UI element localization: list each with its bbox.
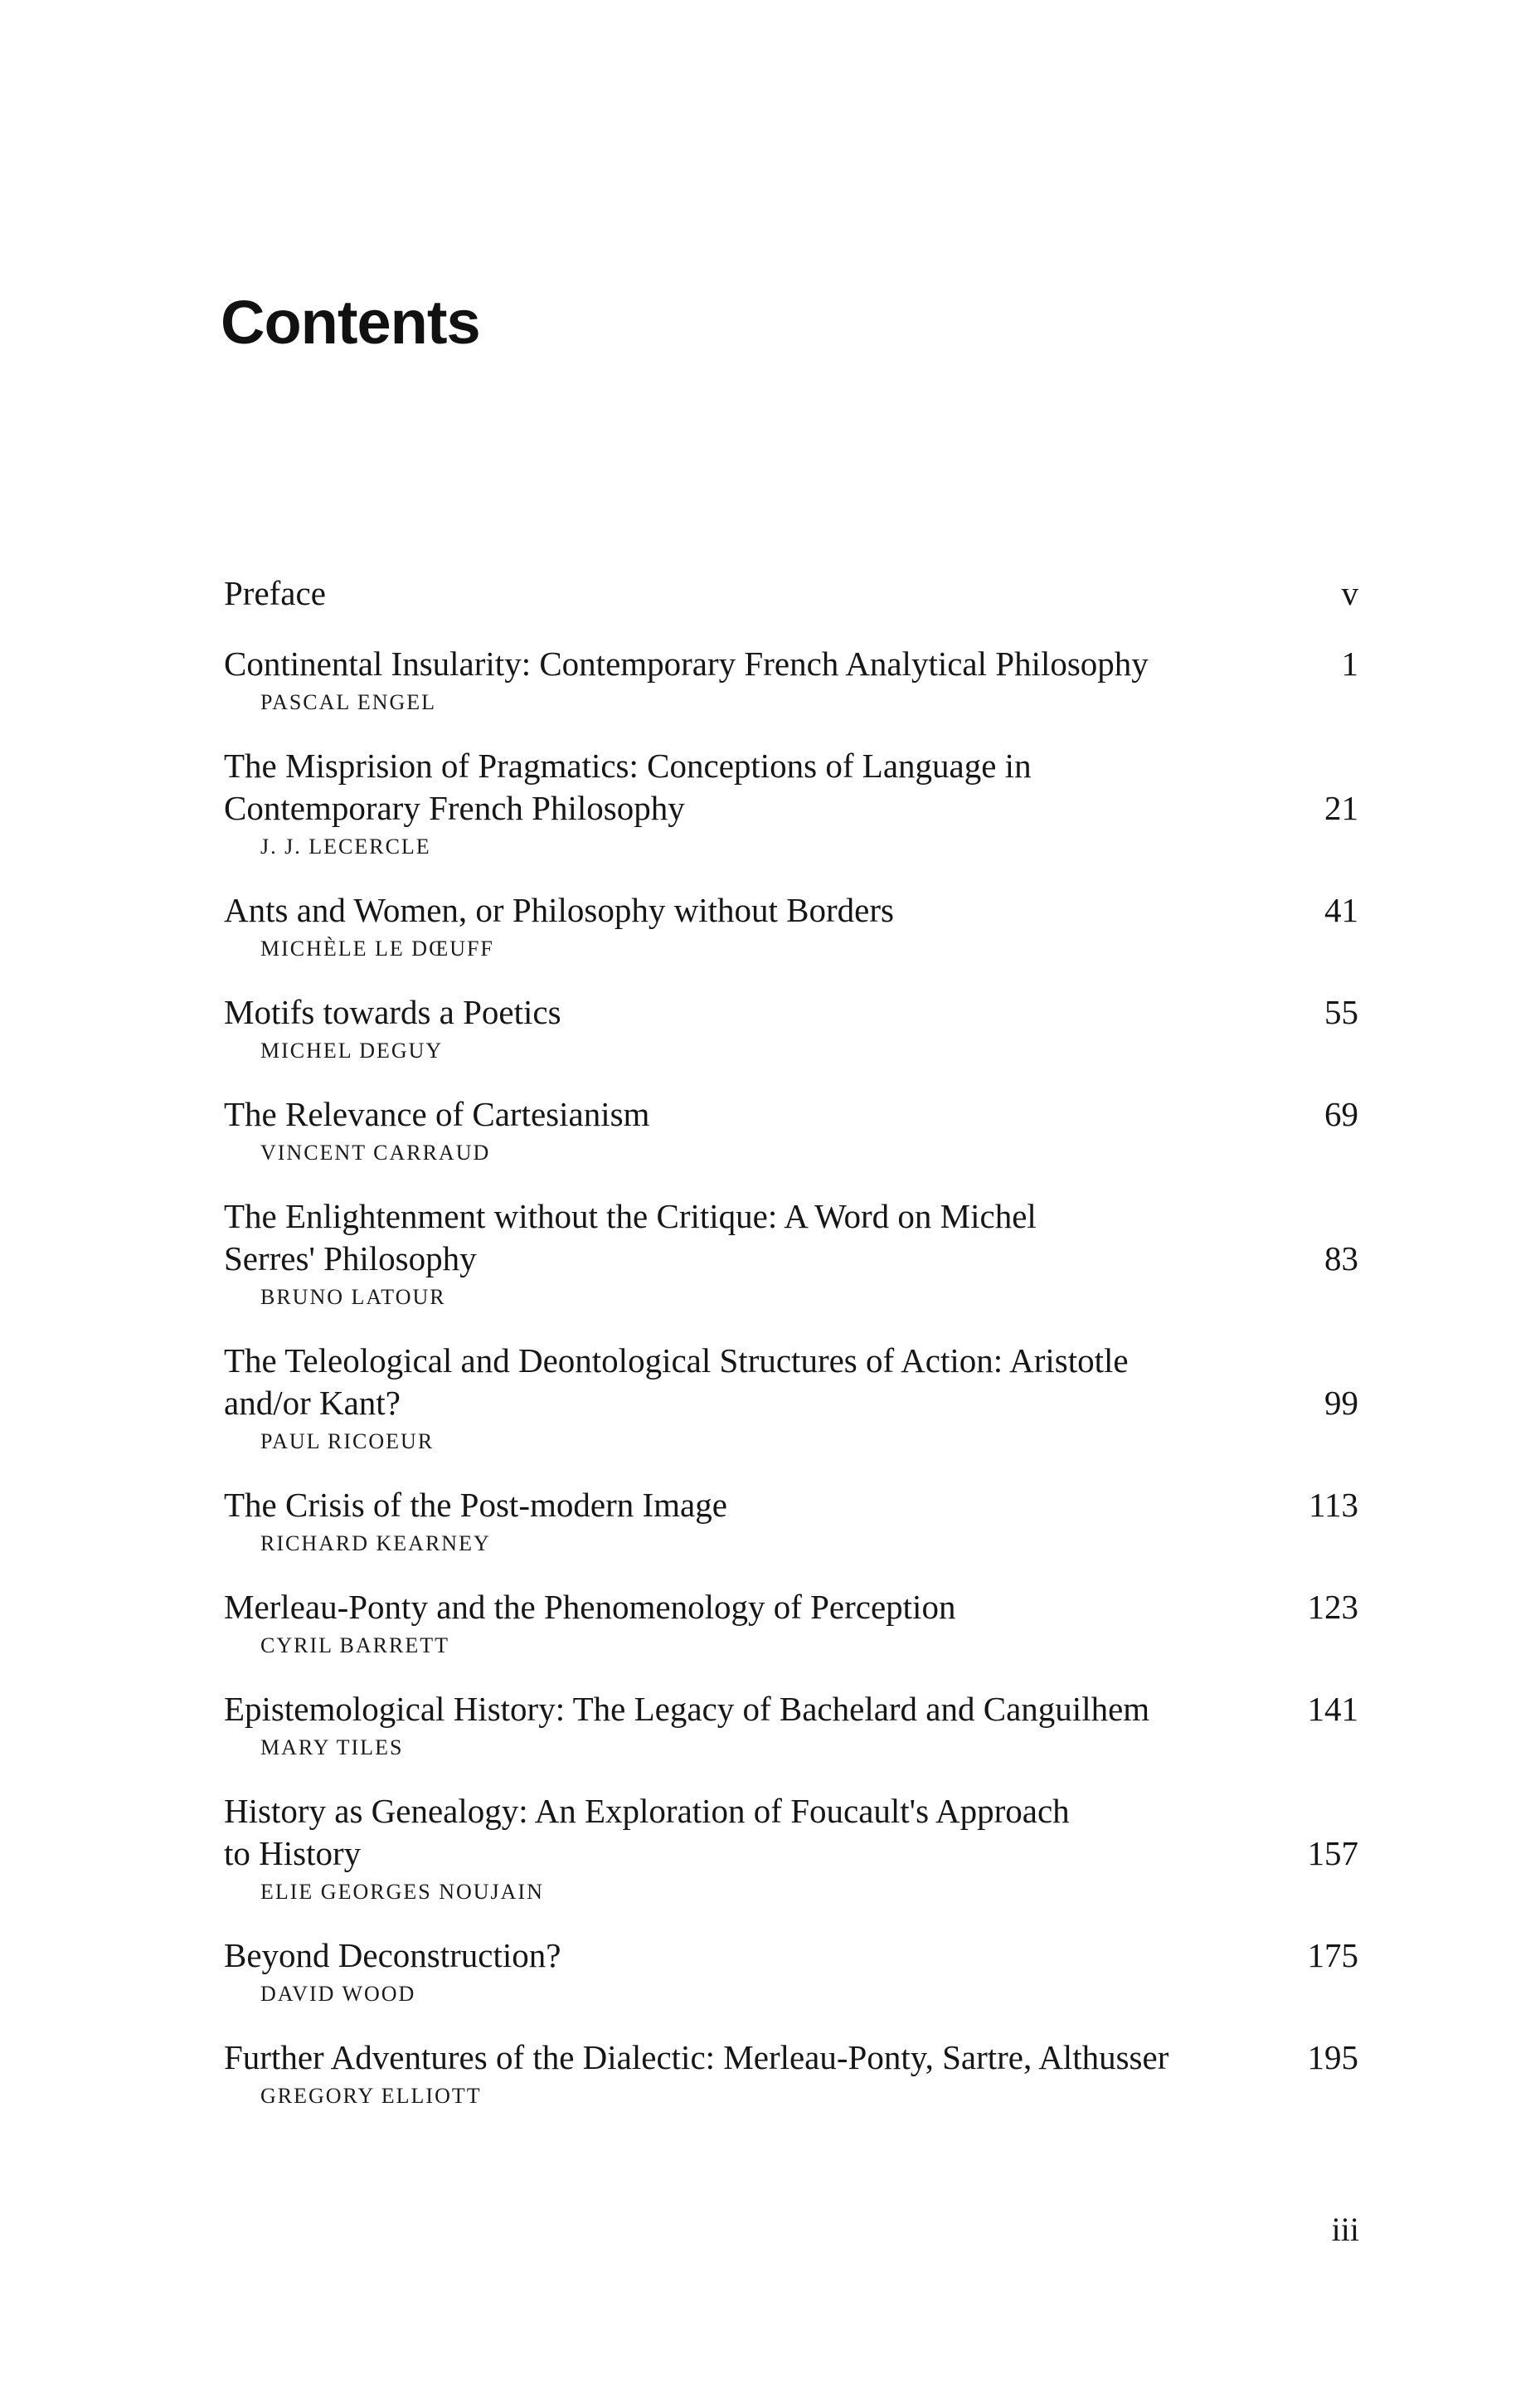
toc-entry-title: The Enlightenment without the Critique: A Word on Michel Serres' Philosophy (224, 1197, 1037, 1277)
toc-entry-author: MICHÈLE LE DŒUFF (260, 937, 494, 961)
toc-entry (224, 1688, 1358, 1762)
toc-entry-author: CYRIL BARRETT (260, 1633, 449, 1657)
toc-entry-page: v (1341, 574, 1358, 612)
toc-entry-page: 41 (1324, 891, 1358, 929)
toc-entry-title: Ants and Women, or Philosophy without Borders (224, 891, 894, 929)
toc-entry (224, 643, 1358, 717)
toc-entry-title: Preface (224, 574, 326, 612)
toc-entry-title: Beyond Deconstruction? (224, 1936, 561, 1974)
toc-entry-page: 83 (1324, 1239, 1358, 1277)
toc-entry (224, 1586, 1358, 1660)
toc-entry (224, 1340, 1358, 1456)
toc-entry-page: 69 (1324, 1095, 1358, 1133)
toc-entry-author: RICHARD KEARNEY (260, 1531, 491, 1555)
toc-entry-page: 1 (1341, 645, 1358, 683)
toc-entry-page: 99 (1324, 1384, 1358, 1422)
table-of-contents (224, 572, 1358, 2139)
toc-entry-title: Motifs towards a Poetics (224, 993, 561, 1031)
toc-entry-author: ELIE GEORGES NOUJAIN (260, 1880, 544, 1904)
toc-entry-page: 141 (1307, 1690, 1358, 1728)
toc-entry-title: The Teleological and Deontological Structures of Action: Aristotle and/or Kant? (224, 1341, 1129, 1422)
toc-entry (224, 1934, 1358, 2008)
toc-entry-page: 195 (1307, 2038, 1358, 2076)
page-title: Contents (221, 288, 480, 357)
toc-entry-page: 55 (1324, 993, 1358, 1031)
toc-entry-author: MARY TILES (260, 1735, 404, 1759)
toc-entry-title: Merleau-Ponty and the Phenomenology of Perception (224, 1588, 956, 1626)
toc-entry-title: The Relevance of Cartesianism (224, 1095, 650, 1133)
toc-entry-author: PASCAL ENGEL (260, 690, 437, 714)
toc-entry-title: Further Adventures of the Dialectic: Merleau-Ponty, Sartre, Althusser (224, 2038, 1169, 2076)
toc-entry (224, 1093, 1358, 1167)
toc-entry-author: DAVID WOOD (260, 1982, 416, 2006)
toc-entry-page: 113 (1309, 1486, 1358, 1524)
page-number: iii (1331, 2211, 1359, 2248)
toc-entry-author: PAUL RICOEUR (260, 1429, 435, 1453)
toc-entry (224, 2036, 1358, 2110)
toc-entry (224, 889, 1358, 963)
toc-entry-preface (224, 572, 1358, 615)
toc-entry-title: The Misprision of Pragmatics: Conceptions of Language in Contemporary French Philosophy (224, 747, 1032, 827)
toc-entry-title: History as Genealogy: An Exploration of Foucault's Approach to History (224, 1792, 1070, 1872)
toc-entry-author: BRUNO LATOUR (260, 1285, 446, 1309)
toc-entry-author: J. J. LECERCLE (260, 835, 431, 859)
toc-entry-title: Continental Insularity: Contemporary French Analytical Philosophy (224, 645, 1149, 683)
toc-entry (224, 1790, 1358, 1906)
toc-entry-page: 123 (1307, 1588, 1358, 1626)
toc-entry (224, 745, 1358, 861)
toc-entry-author: VINCENT CARRAUD (260, 1141, 491, 1165)
toc-entry-author: GREGORY ELLIOTT (260, 2084, 482, 2108)
toc-entry (224, 1484, 1358, 1558)
toc-entry (224, 1195, 1358, 1311)
toc-entry (224, 991, 1358, 1065)
toc-entry-title: The Crisis of the Post-modern Image (224, 1486, 727, 1524)
toc-entry-page: 21 (1324, 789, 1358, 827)
toc-entry-author: MICHEL DEGUY (260, 1039, 444, 1063)
toc-entry-title: Epistemological History: The Legacy of Bachelard and Canguilhem (224, 1690, 1150, 1728)
toc-entry-page: 157 (1307, 1834, 1358, 1872)
toc-entry-page: 175 (1307, 1936, 1358, 1974)
